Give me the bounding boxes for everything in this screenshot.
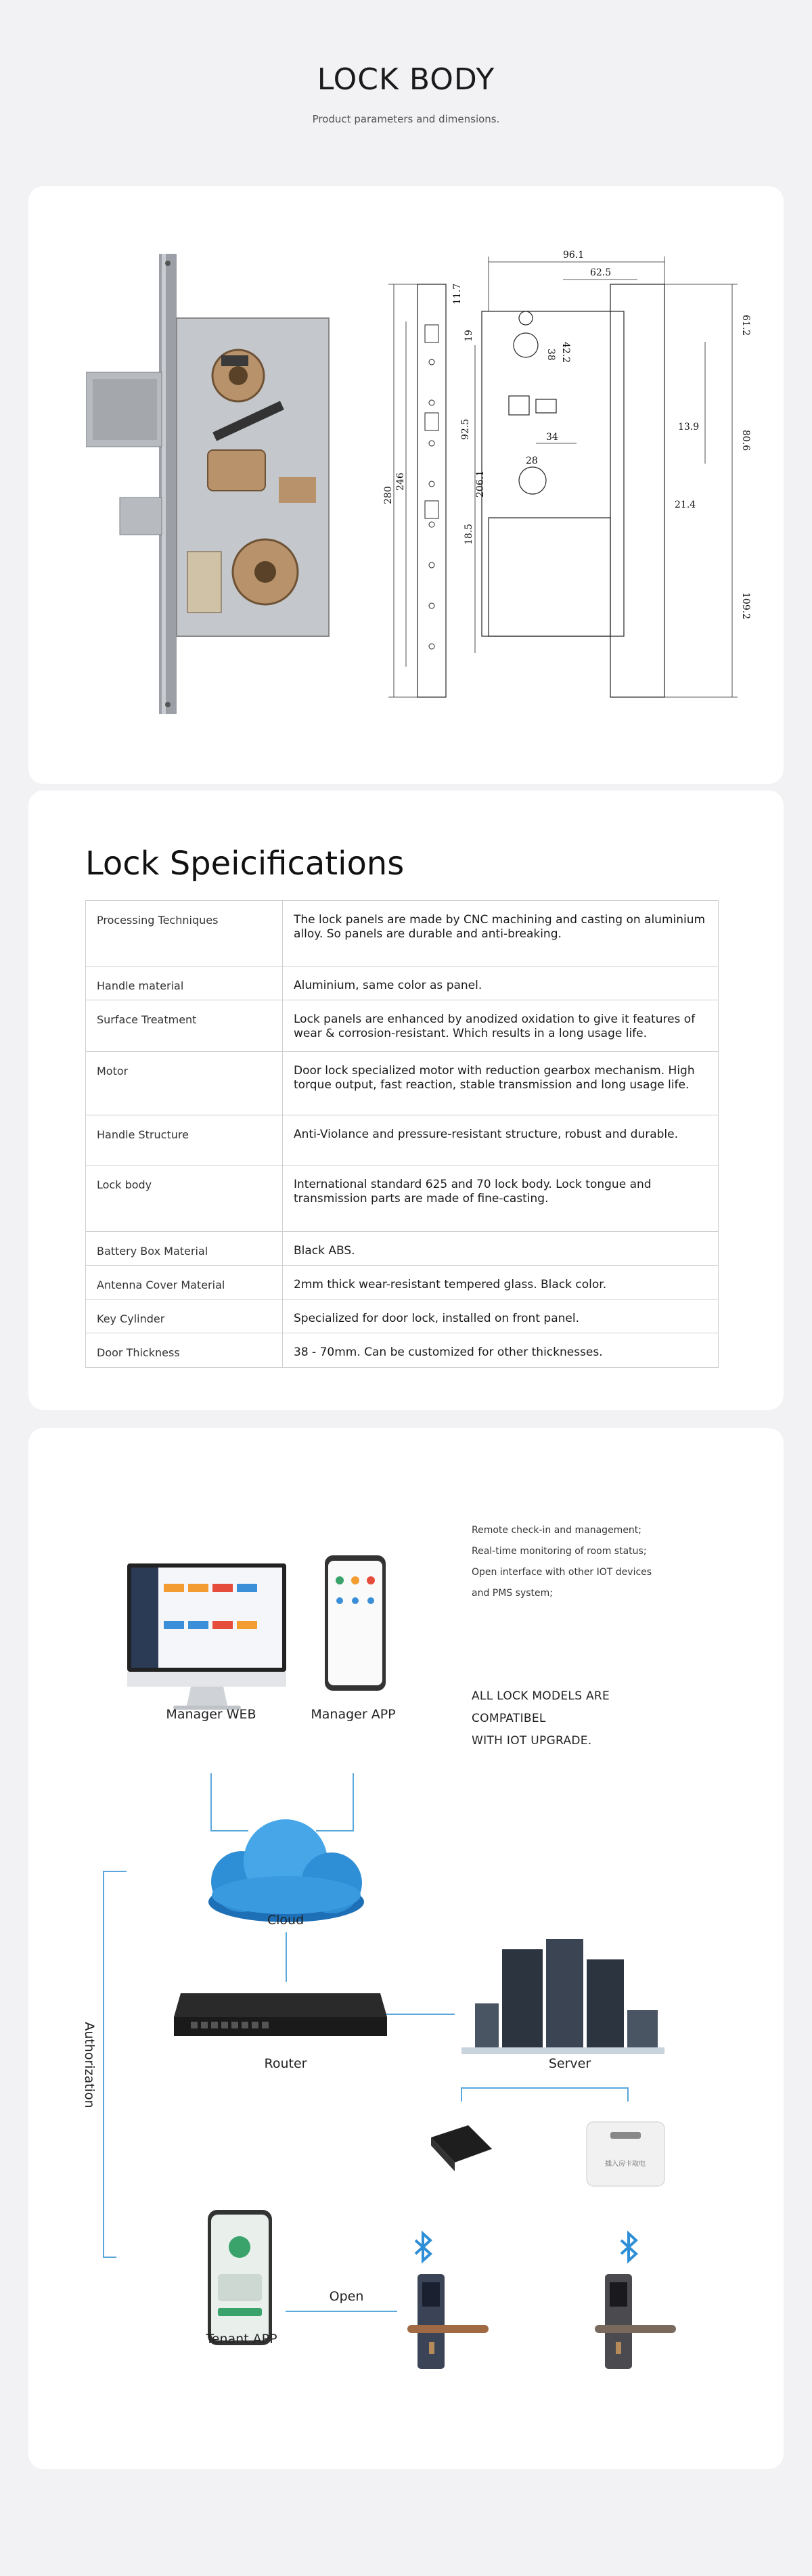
- table-row: Handle Structure Anti-Violance and pressure-resistant structure, robust and durable.: [86, 1115, 719, 1165]
- manager-web-label: Manager WEB: [166, 1707, 256, 1722]
- manager-app-label: Manager APP: [311, 1707, 396, 1722]
- table-row: Processing Techniques The lock panels are made by CNC machining and casting on aluminium alloy. So panels are durable and anti-breaking.: [86, 901, 719, 967]
- technical-drawing: [380, 247, 759, 721]
- card-encoder-icon: [587, 2122, 664, 2186]
- dim-92-5: 92.5: [460, 418, 471, 440]
- table-row: Surface Treatment Lock panels are enhanced by anodized oxidation to give it features of wear & corrosion-resistant. Which results in a long usage life.: [86, 1000, 719, 1052]
- authorization-label: Authorization: [82, 2022, 97, 2108]
- table-row: Motor Door lock specialized motor with reduction gearbox mechanism. High torque output, fast reaction, stable transmission and long usage life.: [86, 1052, 719, 1115]
- iot-system-card: [28, 1428, 784, 2469]
- compatibility-text: ALL LOCK MODELS ARE COMPATIBEL WITH IOT UPGRADE.: [472, 1689, 610, 1748]
- dim-11-7: 11.7: [452, 283, 463, 305]
- door-lock-icon: [595, 2274, 676, 2369]
- specifications-table: [85, 900, 719, 1368]
- dim-13-9: 13.9: [678, 422, 700, 432]
- dimensions-card: [28, 186, 784, 784]
- tenant-phone-icon: [208, 2210, 272, 2345]
- dim-109-2: 109.2: [740, 592, 751, 620]
- open-label: Open: [329, 2289, 364, 2304]
- encoder-label: 插入房卡取电: [605, 2160, 646, 2168]
- table-row: Lock body International standard 625 and 70 lock body. Lock tongue and transmission parts are made of fine-casting.: [86, 1165, 719, 1232]
- lock-body-photo: [86, 254, 343, 714]
- dim-38: 38: [545, 349, 556, 361]
- table-row: Handle material Aluminium, same color as panel.: [86, 967, 719, 1000]
- iot-features-text: Remote check-in and management; Real-time monitoring of room status; Open interface with other IOT devices and PMS system;: [472, 1525, 652, 1599]
- router-icon: [174, 1993, 387, 2036]
- bluetooth-icon: [415, 2234, 430, 2261]
- cloud-icon: [208, 1819, 364, 1922]
- dim-96-1: 96.1: [563, 250, 585, 261]
- hero-header: [0, 0, 812, 186]
- dim-21-4: 21.4: [675, 499, 696, 510]
- dim-61-2: 61.2: [740, 315, 751, 336]
- dim-280: 280: [383, 486, 394, 504]
- page-title: LOCK BODY: [317, 62, 495, 97]
- dim-18-5: 18.5: [464, 523, 474, 545]
- page-subtitle: Product parameters and dimensions.: [312, 113, 500, 125]
- tenant-app-label: Tenant APP: [206, 2332, 277, 2347]
- monitor-icon: [127, 1563, 286, 1710]
- dim-28: 28: [526, 456, 538, 466]
- specifications-card: [28, 791, 784, 1410]
- iot-diagram: [28, 1428, 784, 2469]
- door-lock-icon: [407, 2274, 489, 2369]
- specifications-title: Lock Speicifications: [85, 845, 405, 883]
- dim-34: 34: [546, 432, 558, 443]
- dim-246: 246: [395, 472, 406, 491]
- router-label: Router: [264, 2056, 307, 2071]
- gateway-icon: [431, 2125, 492, 2171]
- table-row: Door Thickness 38 - 70mm. Can be customized for other thicknesses.: [86, 1333, 719, 1368]
- table-row: Key Cylinder Specialized for door lock, installed on front panel.: [86, 1300, 719, 1333]
- dim-206-1: 206.1: [475, 470, 486, 497]
- dim-80-6: 80.6: [740, 430, 751, 451]
- dim-42-2: 42.2: [560, 342, 571, 363]
- server-label: Server: [548, 2056, 591, 2071]
- table-row: Battery Box Material Black ABS.: [86, 1232, 719, 1266]
- dim-62-5: 62.5: [590, 267, 612, 278]
- phone-icon: [325, 1555, 386, 1691]
- bluetooth-icon: [621, 2234, 636, 2261]
- server-icon: [461, 1939, 664, 2054]
- cloud-label: Cloud: [267, 1913, 304, 1928]
- dim-19: 19: [464, 330, 474, 342]
- table-row: Antenna Cover Material 2mm thick wear-resistant tempered glass. Black color.: [86, 1266, 719, 1300]
